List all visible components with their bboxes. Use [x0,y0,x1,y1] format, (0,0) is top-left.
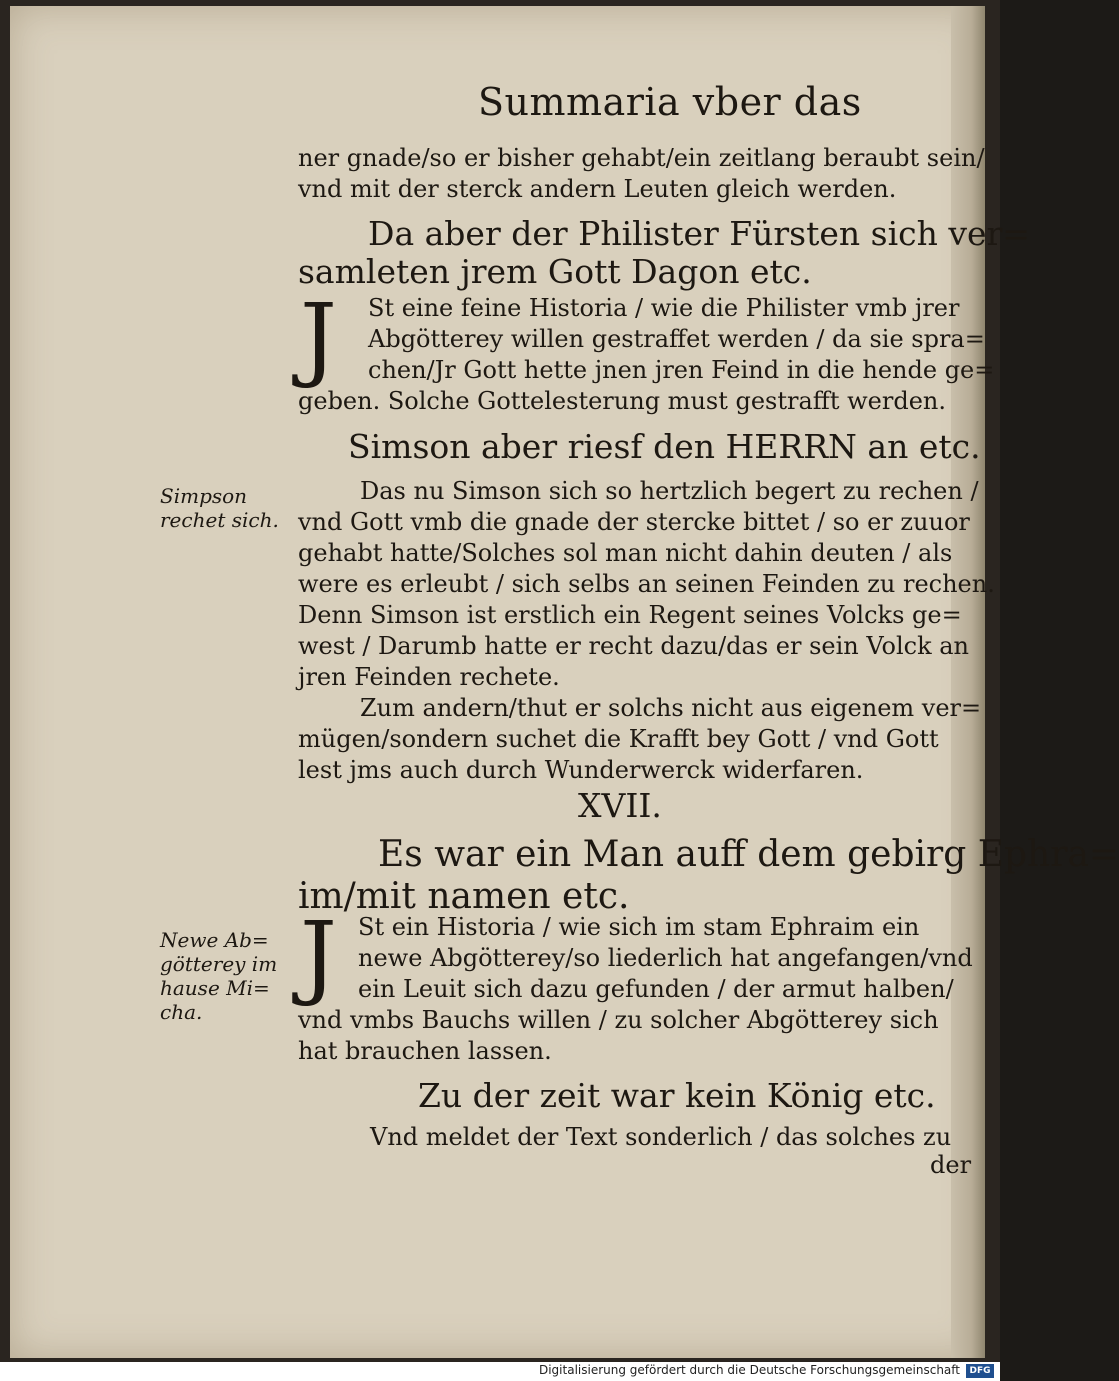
dfg-logo: DFG [966,1364,994,1378]
heading-line: Zu der zeit war kein König etc. [418,1076,936,1115]
dropcap-1: J [300,284,337,391]
margin-line: cha. [160,1000,203,1024]
heading4-block [418,1074,968,1118]
heading2-block [348,425,981,469]
running-head: Summaria vber das [478,80,862,124]
text-line: Abgötterey willen gestraffet werden / da sie spra= [368,325,985,353]
text-line: hat brauchen lassen. [298,1037,552,1065]
catchword-block [930,1150,970,1181]
text-line: west / Darumb hatte er recht dazu/das er sein Volck an [298,632,970,660]
para1-indented [368,293,995,386]
text-line: vnd mit der sterck andern Leuten gleich werden. [298,175,897,203]
para1-full [298,386,968,417]
text-line: ein Leuit sich dazu gefunden / der armut halben/ [358,975,954,1003]
para3-indented [358,912,973,1005]
margin-note-1 [160,484,279,532]
margin-line: rechet sich. [160,508,279,532]
heading3 [378,832,1119,878]
text-line: Zum andern/thut er solchs nicht aus eigenem ver= [360,694,982,722]
catchword: der [930,1151,972,1179]
margin-line: Newe Ab= [160,928,269,952]
text-line: newe Abgötterey/so liederlich hat angefangen/vnd [358,944,973,972]
footer-bar [0,1362,1000,1381]
text-line: vnd Gott vmb die gnade der stercke bittet / so er zuuor [298,508,970,536]
margin-line: Simpson [160,484,248,508]
text-line: Das nu Simson sich so hertzlich begert zu rechen / [360,477,979,505]
text-line: were es erleubt / sich selbs an seinen Feinden zu rechen. [298,570,995,598]
margin-line: hause Mi= [160,976,270,1000]
text-line: Vnd meldet der Text sonderlich / das solches zu [370,1123,952,1151]
footer-credit: Digitalisierung gefördert durch die Deutsche Forschungsgemeinschaft [538,1363,960,1377]
section1-block [298,143,985,205]
dropcap-2: J [300,902,337,1009]
para4-block [370,1122,968,1153]
text-line: geben. Solche Gottelesterung must gestrafft werden. [298,387,946,415]
text-line: lest jms auch durch Wunderwerck widerfaren. [298,756,864,784]
heading-line: im/mit namen etc. [298,876,630,917]
text-line: gehabt hatte/Solches sol man nicht dahin deuten / als [298,539,953,567]
text-line: Denn Simson ist erstlich ein Regent seines Volcks ge= [298,601,962,629]
para2-block [298,476,995,786]
heading-line: Es war ein Man auff dem gebirg Ephra= [378,834,1119,875]
margin-note-2 [160,928,277,1024]
text-line: jren Feinden rechete. [298,663,560,691]
para3-full [298,1005,968,1067]
text-line: mügen/sondern suchet die Krafft bey Gott / vnd Gott [298,725,939,753]
text-line: St ein Historia / wie sich im stam Ephraim ein [358,913,920,941]
chapter-number-block [578,784,778,828]
heading-line: Simson aber riesf den HERRN an etc. [348,427,981,466]
text-line: ner gnade/so er bisher gehabt/ein zeitlang beraubt sein/ [298,144,985,172]
margin-line: götterey im [160,952,278,976]
heading-line: Da aber der Philister Fürsten sich ver= [368,214,1030,253]
text-line: chen/Jr Gott hette jnen jren Feind in die hende ge= [368,356,995,384]
chapter-number: XVII. [578,786,662,825]
text-line: St eine feine Historia / wie die Philister vmb jrer [368,294,960,322]
heading-line: samleten jrem Gott Dagon etc. [298,252,812,291]
heading1-cont [298,250,968,294]
text-line: vnd vmbs Bauchs willen / zu solcher Abgötterey sich [298,1006,939,1034]
